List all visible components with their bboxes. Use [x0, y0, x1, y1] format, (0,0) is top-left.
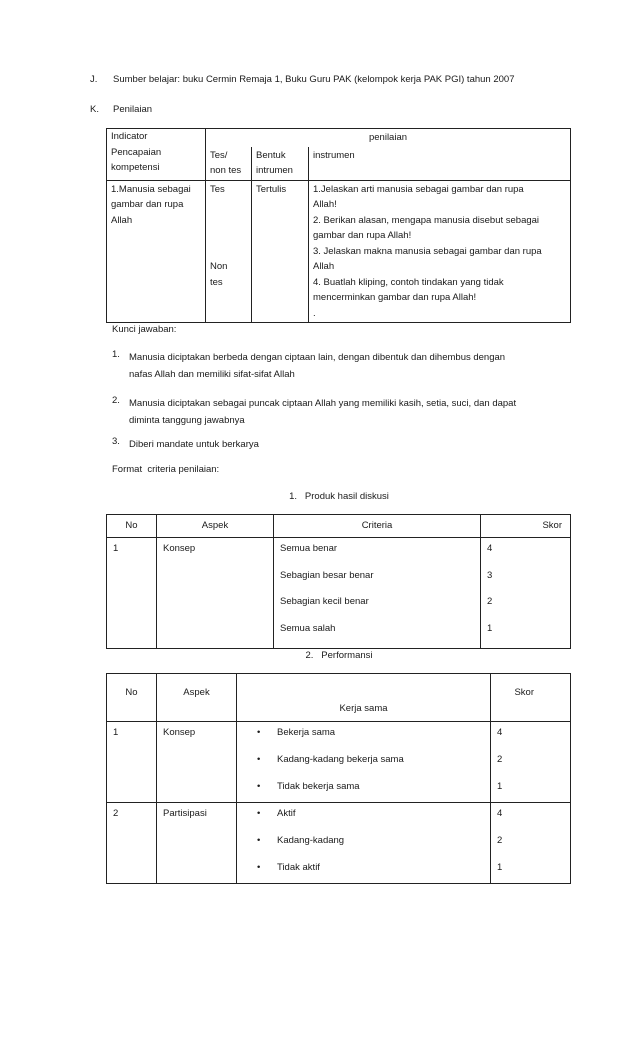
kerja-item: [251, 807, 484, 834]
indicator-header-line: Indicator: [111, 131, 148, 142]
bentuk-header: [252, 147, 309, 181]
kerja-item-text: Kadang-kadang bekerja sama: [277, 754, 404, 765]
no-cell: 1: [107, 722, 157, 803]
skor-header: Skor: [481, 515, 571, 538]
instrumen-line: Allah: [313, 261, 335, 272]
indicator-header: [107, 129, 206, 181]
indicator-line: Allah: [111, 214, 133, 226]
indicator-line: gambar dan rupa: [111, 199, 184, 210]
kunci-item-number: 2.: [112, 395, 120, 406]
instrumen-line: gambar dan rupa Allah!: [313, 230, 412, 241]
criteria-header: Criteria: [274, 515, 481, 538]
performansi-title: 2. Performansi: [305, 650, 373, 661]
instrumen-line: mencerminkan gambar dan rupa Allah!: [313, 292, 477, 303]
produk-row: [107, 538, 571, 649]
format-title: Format criteria penilaian:: [112, 464, 220, 475]
kerja-item-text: Bekerja sama: [277, 727, 336, 738]
indicator-cell: [107, 180, 206, 323]
kunci-item-line: Manusia diciptakan berbeda dengan ciptaan lain, dengan dibentuk dan dihembus dengan: [129, 352, 506, 363]
skor-cell: [481, 538, 571, 649]
performansi-table: [106, 673, 571, 884]
section-k: [90, 104, 152, 116]
instrumen-line: 1.Jelaskan arti manusia sebagai gambar dan rupa: [313, 183, 524, 195]
criteria-item: Semua salah: [280, 622, 336, 634]
indicator-header-line: Pencapaian: [111, 146, 162, 158]
aspek-cell: Konsep: [157, 722, 237, 803]
kunci-item-number: 3.: [112, 436, 120, 447]
skor-item: 3: [487, 569, 493, 581]
criteria-cell: [274, 538, 481, 649]
instrumen-line: .: [313, 307, 316, 319]
kerja-item: [251, 726, 484, 753]
skor-item: 4: [497, 727, 503, 738]
performansi-header-row: [107, 674, 571, 722]
kerja-cell: [237, 803, 491, 884]
skor-cell: [491, 803, 571, 884]
tes-header-line: Tes/: [210, 149, 228, 161]
aspek-cell: Partisipasi: [157, 803, 237, 884]
skor-item: 1: [497, 862, 503, 873]
section-k-text: Penilaian: [113, 104, 153, 115]
penilaian-row: [107, 180, 571, 323]
bentuk-cell: Tertulis: [252, 180, 309, 323]
indicator-header-line: kompetensi: [111, 162, 160, 173]
skor-cell: [491, 722, 571, 803]
kunci-item-line: nafas Allah dan memiliki sifat-sifat Allah: [129, 369, 295, 380]
no-cell: 1: [107, 538, 157, 649]
tes-header: [206, 147, 252, 181]
kerja-item-text: Kadang-kadang: [277, 835, 345, 846]
kerja-item-text: Tidak aktif: [277, 862, 320, 873]
no-header: No: [107, 515, 157, 538]
skor-item: 1: [487, 622, 493, 634]
performansi-row: [107, 803, 571, 884]
nontes-line: Non: [210, 261, 228, 272]
skor-item: 4: [487, 543, 493, 554]
skor-item: 1: [497, 781, 503, 792]
skor-item: 2: [497, 835, 503, 846]
kunci-item-line: Diberi mandate untuk berkarya: [129, 439, 259, 450]
penilaian-header: penilaian: [206, 129, 571, 147]
bullet-icon: •: [257, 835, 261, 846]
penilaian-table: [106, 128, 571, 323]
section-j: [90, 74, 514, 86]
kunci-item-line: Manusia diciptakan sebagai puncak ciptaan Allah yang memiliki kasih, setia, suci, dan dapat: [129, 398, 517, 409]
kerja-item-text: Aktif: [277, 808, 296, 819]
kerja-item: [251, 834, 484, 861]
kunci-item-line: diminta tanggung jawabnya: [129, 415, 245, 426]
bullet-icon: •: [257, 727, 261, 738]
kunci-title: Kunci jawaban:: [112, 324, 177, 335]
no-header: No: [107, 674, 157, 722]
instrumen-line: Allah!: [313, 199, 337, 210]
instrumen-line: 3. Jelaskan makna manusia sebagai gambar dan rupa: [313, 245, 542, 257]
kerja-header: Kerja sama: [237, 674, 491, 722]
criteria-item: Semua benar: [280, 543, 338, 554]
instrumen-header: instrumen: [309, 147, 571, 181]
tes-cell: [206, 180, 252, 323]
kerja-item: [251, 861, 484, 875]
aspek-header: Aspek: [157, 515, 274, 538]
criteria-item: Sebagian kecil benar: [280, 596, 369, 607]
instrumen-cell: [309, 180, 571, 323]
kerja-item: [251, 780, 484, 794]
skor-header: Skor: [491, 674, 571, 722]
section-j-text: Sumber belajar: buku Cermin Remaja 1, Buku Guru PAK (kelompok kerja PAK PGI) tahun 2007: [113, 74, 515, 85]
kerja-cell: [237, 722, 491, 803]
nontes-line: tes: [210, 276, 223, 288]
bentuk-header-line: Bentuk: [256, 149, 286, 161]
produk-table: [106, 514, 571, 649]
section-k-letter: K.: [90, 104, 99, 115]
skor-item: 2: [487, 596, 493, 607]
section-j-letter: J.: [90, 74, 98, 85]
no-cell: 2: [107, 803, 157, 884]
instrumen-line: 4. Buatlah kliping, contoh tindakan yang tidak: [313, 276, 504, 288]
kerja-item: [251, 753, 484, 780]
skor-item: 4: [497, 808, 503, 819]
bullet-icon: •: [257, 754, 261, 765]
aspek-header: Aspek: [157, 674, 237, 722]
produk-header-row: [107, 515, 571, 538]
tes-header-line: non tes: [210, 165, 242, 176]
produk-title: 1. Produk hasil diskusi: [289, 491, 389, 502]
criteria-item: Sebagian besar benar: [280, 569, 374, 581]
bentuk-header-line: intrumen: [256, 165, 293, 176]
kerja-item-text: Tidak bekerja sama: [277, 781, 360, 792]
aspek-cell: Konsep: [157, 538, 274, 649]
instrumen-line: 2. Berikan alasan, mengapa manusia disebut sebagai: [313, 214, 540, 226]
kunci-item-number: 1.: [112, 349, 120, 360]
performansi-row: [107, 722, 571, 803]
skor-item: 2: [497, 754, 503, 765]
indicator-line: 1.Manusia sebagai: [111, 183, 191, 195]
bullet-icon: •: [257, 808, 261, 819]
penilaian-header-row-1: [107, 129, 571, 147]
tes-value: Tes: [210, 183, 225, 195]
bullet-icon: •: [257, 862, 261, 873]
bullet-icon: •: [257, 781, 261, 792]
